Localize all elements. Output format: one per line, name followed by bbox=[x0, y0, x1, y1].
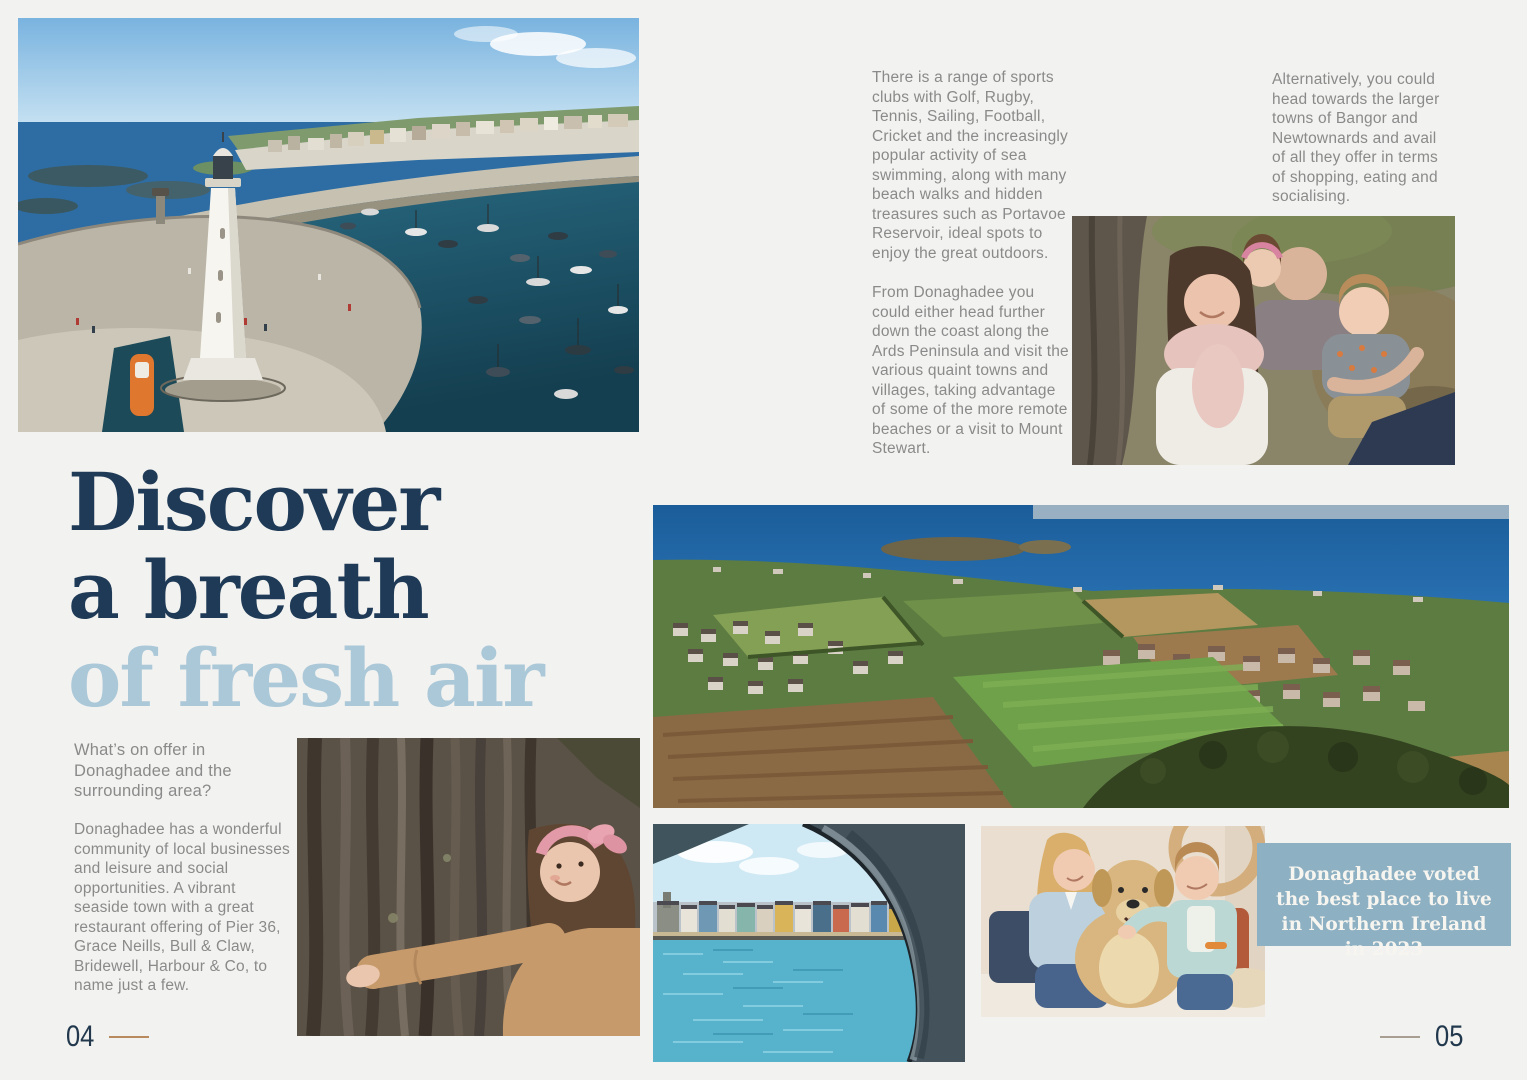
aerial-town-photo bbox=[653, 505, 1509, 808]
left-intro-text: What’s on offer in Donaghadee and the surrounding area? bbox=[74, 741, 232, 800]
sports-clubs-paragraph: There is a range of sports clubs with Golf, Rugby, Tennis, Sailing, Football, Cricket and the increasingly popular activity of sea swimming, along with many beach walks and hidden treasures such as Portavoe Reservoir, ideal spots to enjoy the great outdoors. bbox=[872, 69, 1068, 262]
page-number-dash-right bbox=[1380, 1036, 1420, 1038]
award-badge-text: Donaghadee voted the best place to live in Northern Ireland in 2023 bbox=[1276, 864, 1492, 960]
larger-towns-paragraph: Alternatively, you could head towards the larger towns of Bangor and Newtownards and avail of all they offer in terms of shopping, eating and socialising. bbox=[1272, 71, 1440, 205]
headline-line-3: of fresh air bbox=[68, 631, 543, 725]
family-outdoors-photo bbox=[1072, 216, 1455, 465]
page-number-dash-left bbox=[109, 1036, 149, 1038]
page-number-right-value: 05 bbox=[1434, 1020, 1463, 1053]
page-headline bbox=[68, 455, 543, 725]
page-number-right bbox=[1380, 1020, 1463, 1054]
family-with-dog-photo bbox=[981, 826, 1265, 1017]
award-badge bbox=[1257, 843, 1511, 960]
girl-hugging-tree-photo bbox=[297, 738, 640, 1036]
page-number-left-value: 04 bbox=[66, 1020, 95, 1053]
seafront-houses-photo bbox=[653, 824, 965, 1062]
headline-line-1: Discover bbox=[68, 455, 439, 549]
day-trips-paragraph: From Donaghadee you could either head further down the coast along the Ards Peninsula and visit the various quaint towns and villages, taking advantage of some of the more remote beaches or a visit to Mount Stewart. bbox=[872, 284, 1069, 457]
headline-line-2: a breath bbox=[68, 543, 428, 637]
harbour-lighthouse-photo bbox=[18, 18, 639, 432]
right-column bbox=[1272, 70, 1444, 227]
middle-column bbox=[872, 68, 1070, 479]
page-number-left bbox=[66, 1020, 149, 1054]
left-body-text: Donaghadee has a wonderful community of local businesses and leisure and social opportunities. A vibrant seaside town with a great restaurant offering of Pier 36, Grace Neills, Bull & Claw, Bridewell, Harbour & Co, to name just a few. bbox=[74, 821, 291, 994]
